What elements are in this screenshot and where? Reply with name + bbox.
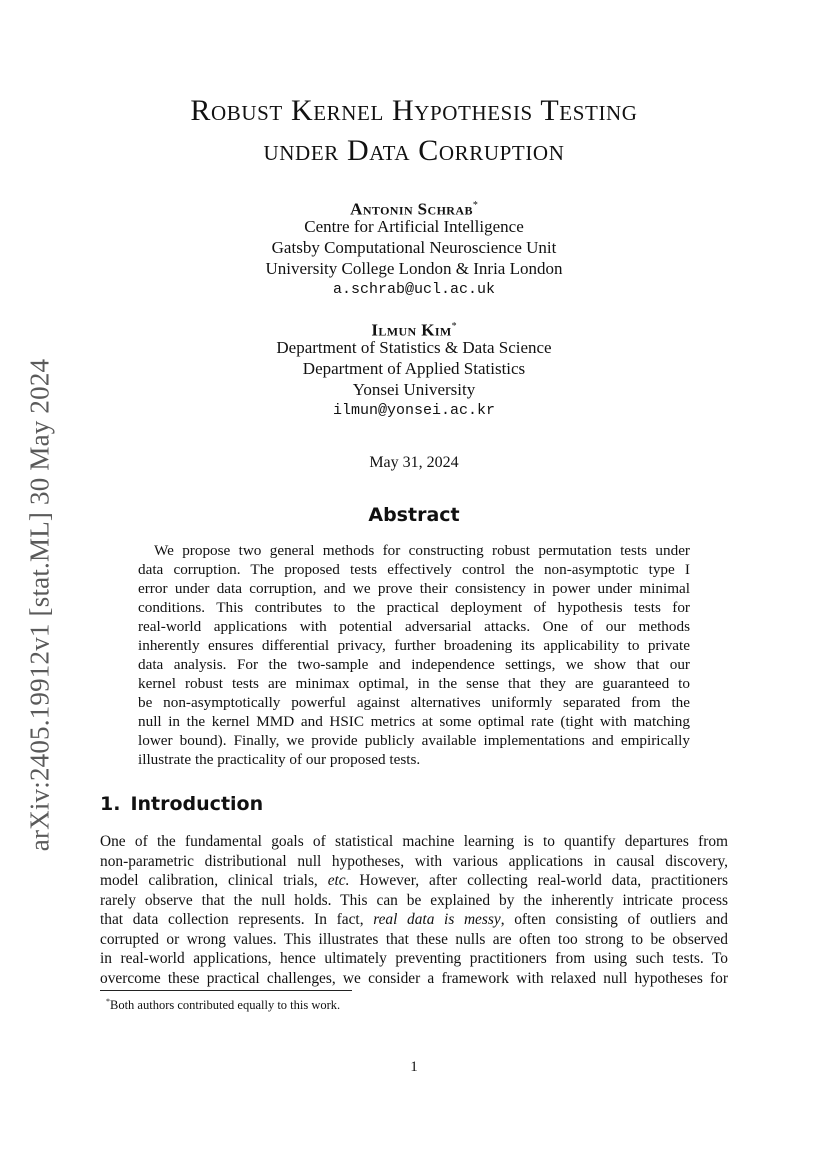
section-heading-introduction: [100, 791, 263, 817]
author-footnote-mark: *: [472, 200, 478, 211]
abstract-line: be non-asymptotically powerful against alternatives uniformly separated from the: [138, 694, 690, 711]
introduction-line: overcome these practical challenges, we consider a framework with relaxed null hypotheses for: [100, 969, 728, 987]
paper-title-line-1: Robust Kernel Hypothesis Testing: [190, 94, 638, 127]
abstract-line: error under data corruption, and we prove their consistency in power under minimal: [138, 580, 690, 597]
author-affiliation: Gatsby Computational Neuroscience Unit: [271, 238, 557, 257]
author-affiliation: Department of Applied Statistics: [302, 359, 526, 378]
emphasis-text: real data is messy: [373, 911, 501, 928]
abstract-line: lower bound). Finally, we provide publicly available implementations and empirically: [138, 732, 690, 749]
introduction-line: rarely observe that the null holds. This can be explained by the inherently intricate process: [100, 891, 728, 909]
footnote: [100, 994, 340, 1013]
abstract-line: illustrate the practicality of our proposed tests.: [138, 751, 421, 768]
footnote-text: Both authors contributed equally to this work.: [110, 998, 341, 1013]
author-email: ilmun@yonsei.ac.kr: [332, 402, 496, 419]
author-name: Antonin Schrab: [350, 199, 473, 219]
author-affiliation: University College London & Inria London: [265, 259, 563, 278]
section-number: 1.: [100, 793, 121, 815]
arxiv-identifier: arXiv:2405.19912v1 [stat.ML] 30 May 2024: [24, 358, 55, 852]
introduction-line: that data collection represents. In fact, real data is messy, often consisting of outliers and: [100, 911, 728, 928]
emphasis-text: etc.: [327, 872, 350, 889]
abstract-line: data analysis. For the two-sample and independence settings, we show that our: [138, 656, 690, 673]
introduction-line: non-parametric distributional null hypotheses, with various applications in causal discovery,: [100, 852, 728, 870]
author-footnote-mark: *: [451, 321, 457, 332]
introduction-body: [100, 832, 728, 988]
abstract-heading: Abstract: [368, 504, 460, 526]
section-title: Introduction: [130, 793, 264, 815]
publication-date: May 31, 2024: [369, 454, 459, 471]
abstract-line: kernel robust tests are minimax optimal, in the sense that they are guaranteed to: [138, 675, 690, 692]
author-block-1: [100, 195, 728, 300]
paper-title-line-2: under Data Corruption: [263, 134, 565, 167]
author-affiliation: Centre for Artificial Intelligence: [304, 217, 524, 236]
introduction-line: One of the fundamental goals of statistical machine learning is to quantify departures from: [100, 833, 728, 850]
abstract-line: real-world applications with potential adversarial attacks. One of our methods: [138, 618, 690, 635]
arxiv-sidebar: [0, 0, 70, 1171]
footnote-mark: *: [106, 997, 110, 1006]
abstract-line: We propose two general methods for constructing robust permutation tests under: [154, 542, 690, 559]
introduction-line: corrupted or wrong values. This illustrates that these nulls are often too strong to be observed: [100, 930, 728, 948]
author-block-2: [100, 316, 728, 421]
abstract-line: conditions. This contributes to the practical deployment of hypothesis tests for: [138, 599, 690, 616]
author-affiliation: Department of Statistics & Data Science: [276, 338, 552, 357]
page-number: 1: [410, 1059, 418, 1075]
abstract-line: null in the kernel MMD and HSIC metrics at some optimal rate (tight with matching: [138, 713, 690, 730]
abstract-line: data corruption. The proposed tests effectively control the non-asymptotic type I: [138, 561, 690, 578]
footnote-rule: [100, 990, 352, 991]
author-name: Ilmun Kim: [371, 320, 452, 340]
introduction-line: in real-world applications, hence ultimately preventing practitioners from using such tests. To: [100, 950, 728, 967]
author-email: a.schrab@ucl.ac.uk: [332, 281, 496, 298]
abstract-body: [138, 541, 690, 769]
author-affiliation: Yonsei University: [352, 380, 476, 399]
abstract-line: inherently ensures differential privacy, further broadening its applicability to private: [138, 637, 690, 654]
introduction-line: model calibration, clinical trials, etc. However, after collecting real-world data, practitioners: [100, 872, 728, 889]
